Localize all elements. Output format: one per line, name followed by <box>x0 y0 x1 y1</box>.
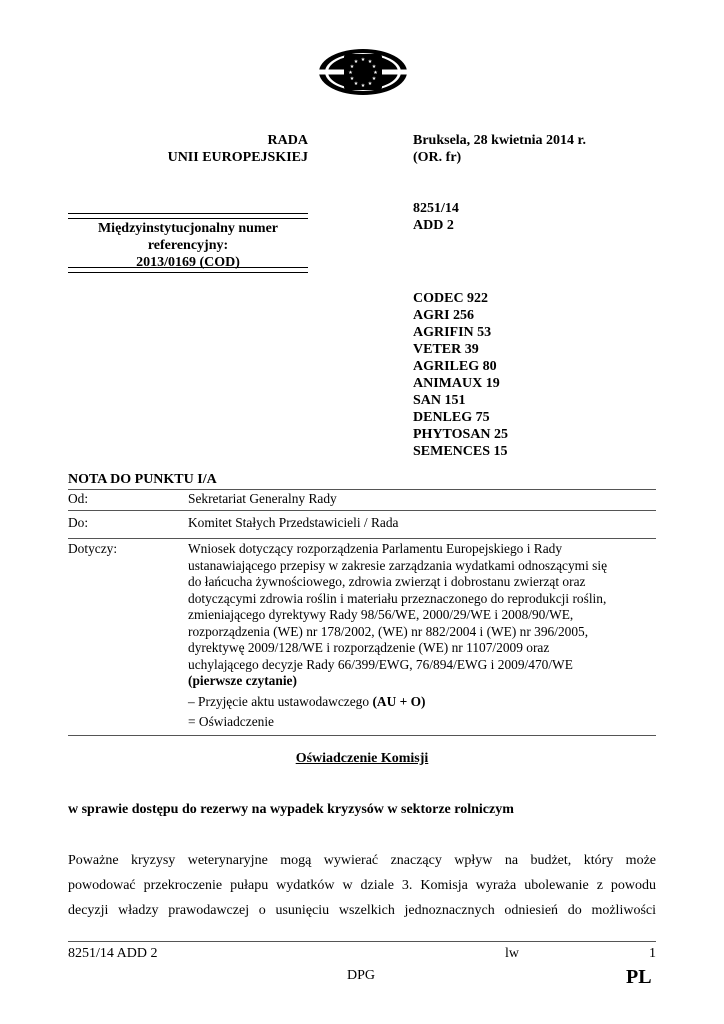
subject-line: dyrektywę 2009/128/WE i rozporządzenie (WE) nr 1107/2009 oraz <box>188 640 550 655</box>
note-metadata-table <box>68 489 656 736</box>
document-number-line: 8251/14 <box>413 201 459 216</box>
subject-value <box>188 539 656 735</box>
footer-rule <box>68 941 656 942</box>
subject-row <box>68 538 656 735</box>
svg-text:★: ★ <box>371 64 377 70</box>
svg-text:★: ★ <box>349 64 355 70</box>
code-item: CODEC 922 <box>413 291 489 306</box>
code-item: AGRI 256 <box>413 308 475 323</box>
document-number-line: ADD 2 <box>413 218 454 233</box>
document-number <box>413 200 459 234</box>
svg-text:★: ★ <box>367 59 373 65</box>
footer-page-number: 1 <box>649 946 656 961</box>
footer-document-ref: 8251/14 ADD 2 <box>68 946 158 961</box>
svg-text:★: ★ <box>373 70 378 76</box>
body-line: Poważne kryzysy weterynaryjne mogą wywierać znaczący wpływ na budżet, który może <box>68 853 656 868</box>
council-line-1: RADA <box>267 133 308 148</box>
to-label: Do: <box>68 515 89 530</box>
body-line: powodować przekroczenie pułapu wydatków w dziale 3. Komisja wyraża ubolewanie z powodu <box>68 878 656 893</box>
reference-top-rule <box>68 213 308 219</box>
body-line: decyzji władzy prawodawczej o usunięciu wszelkich jednoznacznych odniesień do możliwości <box>68 903 656 918</box>
interinstitutional-reference <box>68 220 308 271</box>
note-title: NOTA DO PUNKTU I/A <box>68 472 217 487</box>
code-item: SAN 151 <box>413 393 466 408</box>
code-item: SEMENCES 15 <box>413 444 508 459</box>
code-item: ANIMAUX 19 <box>413 376 500 391</box>
adoption-text: – Przyjęcie aktu ustawodawczego <box>188 693 373 709</box>
from-value: Sekretariat Generalny Rady <box>188 491 337 506</box>
place-date: Bruksela, 28 kwietnia 2014 r. <box>413 133 586 148</box>
subject-line: uchylającego decyzje Rady 66/399/EWG, 76/894/EWG i 2009/470/WE <box>188 656 573 672</box>
council-name <box>68 132 308 166</box>
svg-text:★: ★ <box>349 76 355 82</box>
from-label: Od: <box>68 491 89 506</box>
svg-text:★: ★ <box>353 81 359 87</box>
code-item: VETER 39 <box>413 342 479 357</box>
statement-body <box>68 848 656 923</box>
reference-line-3: 2013/0169 (COD) <box>136 255 240 270</box>
subject-line: ustanawiającego przepisy w zakresie zarządzania wydatkami odnoszącymi się <box>188 557 608 573</box>
svg-text:★: ★ <box>348 70 353 76</box>
reference-line-2: referencyjny: <box>147 238 229 253</box>
statement-item: = Oświadczenie <box>188 714 274 729</box>
place-date-block <box>413 132 693 166</box>
table-bottom-rule <box>68 735 656 736</box>
footer-language-code: PL <box>626 966 652 988</box>
subject-line: Wniosek dotyczący rozporządzenia Parlamentu Europejskiego i Rady <box>188 541 563 556</box>
adoption-item <box>188 694 656 711</box>
subject-line: rozporządzenia (WE) nr 178/2002, (WE) nr 882/2004 i (WE) nr 396/2005, <box>188 623 589 639</box>
classification-codes <box>413 290 508 460</box>
svg-text:★: ★ <box>360 57 366 63</box>
to-value: Komitet Stałych Przedstawicieli / Rada <box>188 515 399 530</box>
statement-subject: w sprawie dostępu do rezerwy na wypadek kryzysów w sektorze rolniczym <box>68 802 514 817</box>
original-language: (OR. fr) <box>413 150 462 165</box>
subject-line: zmieniającego dyrektywy Rady 98/56/WE, 2000/29/WE i 2008/90/WE, <box>188 607 574 622</box>
reference-line-1: Międzyinstytucjonalny numer <box>97 221 279 236</box>
adoption-code: (AU + O) <box>372 693 426 709</box>
first-reading: (pierwsze czytanie) <box>188 673 297 688</box>
interinstitutional-reference-box <box>68 213 308 271</box>
reference-bottom-rule <box>68 267 308 273</box>
code-item: PHYTOSAN 25 <box>413 427 509 442</box>
code-item: AGRILEG 80 <box>413 359 497 374</box>
svg-text:★: ★ <box>367 81 373 87</box>
to-row <box>68 510 656 538</box>
svg-text:★: ★ <box>371 76 377 82</box>
eu-council-logo <box>318 48 408 96</box>
svg-text:★: ★ <box>353 59 359 65</box>
subject-label: Dotyczy: <box>68 541 118 556</box>
footer-initials: lw <box>505 946 519 961</box>
code-item: DENLEG 75 <box>413 410 490 425</box>
footer-directorate: DPG <box>347 968 376 983</box>
council-line-2: UNII EUROPEJSKIEJ <box>167 150 308 165</box>
subject-line: do łańcucha żywnościowego, zdrowia zwierząt i dobrostanu zwierząt oraz <box>188 574 586 589</box>
code-item: AGRIFIN 53 <box>413 325 492 340</box>
statement-title: Oświadczenie Komisji <box>295 751 429 766</box>
from-row <box>68 489 656 510</box>
svg-text:★: ★ <box>360 83 366 89</box>
subject-line: dotyczącymi zdrowia roślin i materiału przeznaczonego do reprodukcji roślin, <box>188 590 607 606</box>
